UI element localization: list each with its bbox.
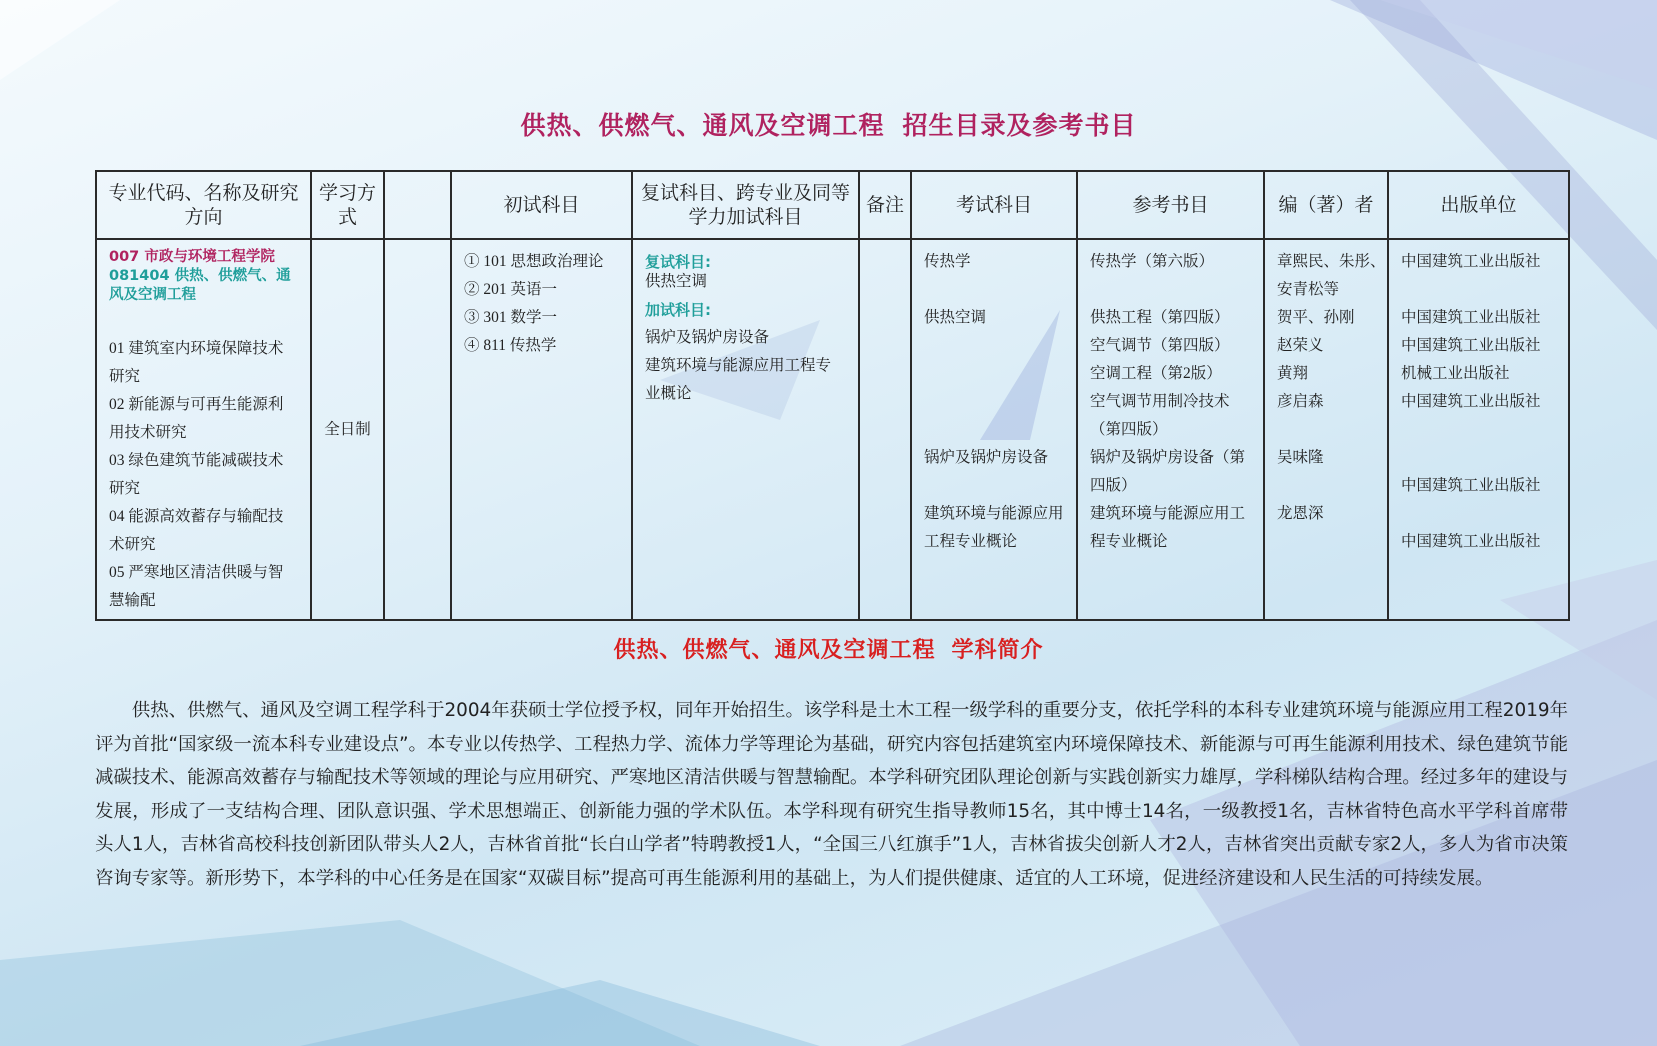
direction-line: 用技术研究 [109, 424, 187, 441]
direction-line: 05 严寒地区清洁供暖与智 [109, 564, 284, 581]
exam-subjects-cell [911, 239, 1077, 620]
initial-subject: ① 101 思想政治理论 [464, 253, 604, 270]
publisher-line: 机械工业出版社 [1401, 365, 1510, 382]
exam-subject: 建筑环境与能源应用 [924, 505, 1064, 522]
book-line: 四版） [1090, 477, 1137, 494]
direction-line: 术研究 [109, 536, 156, 553]
extra-label: 加试科目: [645, 301, 711, 319]
header-exam-subject: 考试科目 [911, 171, 1077, 239]
major-cell [96, 239, 311, 620]
author-line: 龙恩深 [1277, 505, 1324, 522]
intro-title-part1: 供热、供燃气、通风及空调工程 [613, 637, 936, 662]
header-remarks: 备注 [859, 171, 911, 239]
catalog-title-part1: 供热、供燃气、通风及空调工程 [520, 111, 885, 140]
retest-label: 复试科目: [645, 253, 711, 271]
book-line: 传热学（第六版） [1090, 253, 1215, 270]
extra-subject: 锅炉及锅炉房设备 [645, 329, 770, 346]
direction-line: 02 新能源与可再生能源利 [109, 396, 284, 413]
exam-subject: 传热学 [924, 253, 971, 270]
direction-line: 03 绿色建筑节能减碳技术 [109, 452, 284, 469]
book-line: 空气调节（第四版） [1090, 337, 1230, 354]
authors-cell [1264, 239, 1388, 620]
header-reference-book: 参考书目 [1077, 171, 1264, 239]
publisher-line: 中国建筑工业出版社 [1401, 393, 1541, 410]
books-cell [1077, 239, 1264, 620]
retest-subject: 供热空调 [645, 273, 708, 290]
header-publisher: 出版单位 [1388, 171, 1569, 239]
author-line: 安青松等 [1277, 281, 1340, 298]
author-line: 吴味隆 [1277, 449, 1324, 466]
extra-subject: 业概论 [645, 385, 692, 402]
author-line: 赵荣义 [1277, 337, 1324, 354]
header-major-code: 专业代码、名称及研究方向 [96, 171, 311, 239]
publisher-line: 中国建筑工业出版社 [1401, 477, 1541, 494]
intro-title [0, 633, 1657, 664]
study-mode-cell: 全日制 [311, 239, 384, 620]
author-line: 黄翔 [1277, 365, 1309, 382]
initial-subject: ④ 811 传热学 [464, 337, 557, 354]
header-author: 编（著）者 [1264, 171, 1388, 239]
header-row [96, 171, 1569, 239]
author-line: 贺平、孙刚 [1277, 309, 1355, 326]
blank-cell [384, 239, 451, 620]
publisher-line: 中国建筑工业出版社 [1401, 337, 1541, 354]
publishers-cell [1388, 239, 1569, 620]
book-line: 空调工程（第2版） [1090, 365, 1222, 382]
extra-subject: 建筑环境与能源应用工程专 [645, 357, 832, 374]
catalog-title-part2: 招生目录及参考书目 [902, 111, 1137, 140]
initial-subject: ③ 301 数学一 [464, 309, 558, 326]
publisher-line: 中国建筑工业出版社 [1401, 309, 1541, 326]
header-blank [384, 171, 451, 239]
book-line: 供热工程（第四版） [1090, 309, 1230, 326]
initial-subjects-cell [451, 239, 632, 620]
exam-subject: 供热空调 [924, 309, 987, 326]
publisher-line: 中国建筑工业出版社 [1401, 253, 1541, 270]
publisher-line: 中国建筑工业出版社 [1401, 533, 1541, 550]
book-line: （第四版） [1090, 421, 1168, 438]
college-name: 007 市政与环境工程学院 [109, 249, 275, 265]
catalog-table [95, 170, 1570, 621]
direction-line: 研究 [109, 368, 141, 385]
header-study-mode: 学习方式 [311, 171, 384, 239]
book-line: 空气调节用制冷技术 [1090, 393, 1230, 410]
exam-subject: 工程专业概论 [924, 533, 1018, 550]
book-line: 程专业概论 [1090, 533, 1168, 550]
book-line: 锅炉及锅炉房设备（第 [1090, 449, 1246, 466]
header-retest: 复试科目、跨专业及同等学力加试科目 [632, 171, 859, 239]
catalog-title [0, 106, 1657, 142]
author-line: 彦启森 [1277, 393, 1324, 410]
exam-subject: 锅炉及锅炉房设备 [924, 449, 1049, 466]
direction-line: 01 建筑室内环境保障技术 [109, 340, 284, 357]
intro-paragraph: 供热、供燃气、通风及空调工程学科于2004年获硕士学位授予权，同年开始招生。该学科是土木工程一级学科的重要分支，依托学科的本科专业建筑环境与能源应用工程2019年评为首批“国家级一流本科专业建设点”。本专业以传热学、工程热力学、流体力学等理论为基础，研究内容包括建筑室内环境保障技术、新能源与可再生能源利用技术、绿色建筑节能减碳技术、能源高效蓄存与输配技术等领域的理论与应用研究、严寒地区清洁供暖与智慧输配。本学科研究团队理论创新与实践创新实力雄厚，学科梯队结构合理。经过多年的建设与发展，形成了一支结构合理、团队意识强、学术思想端正、创新能力强的学术队伍。本学科现有研究生指导教师15名，其中博士14名，一级教授1名，吉林省特色高水平学科首席带头人1人，吉林省高校科技创新团队带头人2人，吉林省首批“长白山学者”特聘教授1人，“全国三八红旗手”1人，吉林省拔尖创新人才2人，吉林省突出贡献专家2人，多人为省市决策咨询专家等。新形势下，本学科的中心任务是在国家“双碳目标”提高可再生能源利用的基础上，为人们提供健康、适宜的人工环境，促进经济建设和人民生活的可持续发展。 [95, 700, 1568, 889]
book-line: 建筑环境与能源应用工 [1090, 505, 1246, 522]
intro-title-part2: 学科简介 [951, 637, 1044, 662]
header-initial-exam: 初试科目 [451, 171, 632, 239]
remarks-cell [859, 239, 911, 620]
retest-cell [632, 239, 859, 620]
table-row [96, 239, 1569, 620]
direction-line: 慧输配 [109, 592, 156, 609]
direction-line: 04 能源高效蓄存与输配技 [109, 508, 284, 525]
major-name: 081404 供热、供燃气、通风及空调工程 [109, 268, 291, 303]
direction-line: 研究 [109, 480, 141, 497]
initial-subject: ② 201 英语一 [464, 281, 558, 298]
author-line: 章熙民、朱彤、 [1277, 253, 1386, 270]
